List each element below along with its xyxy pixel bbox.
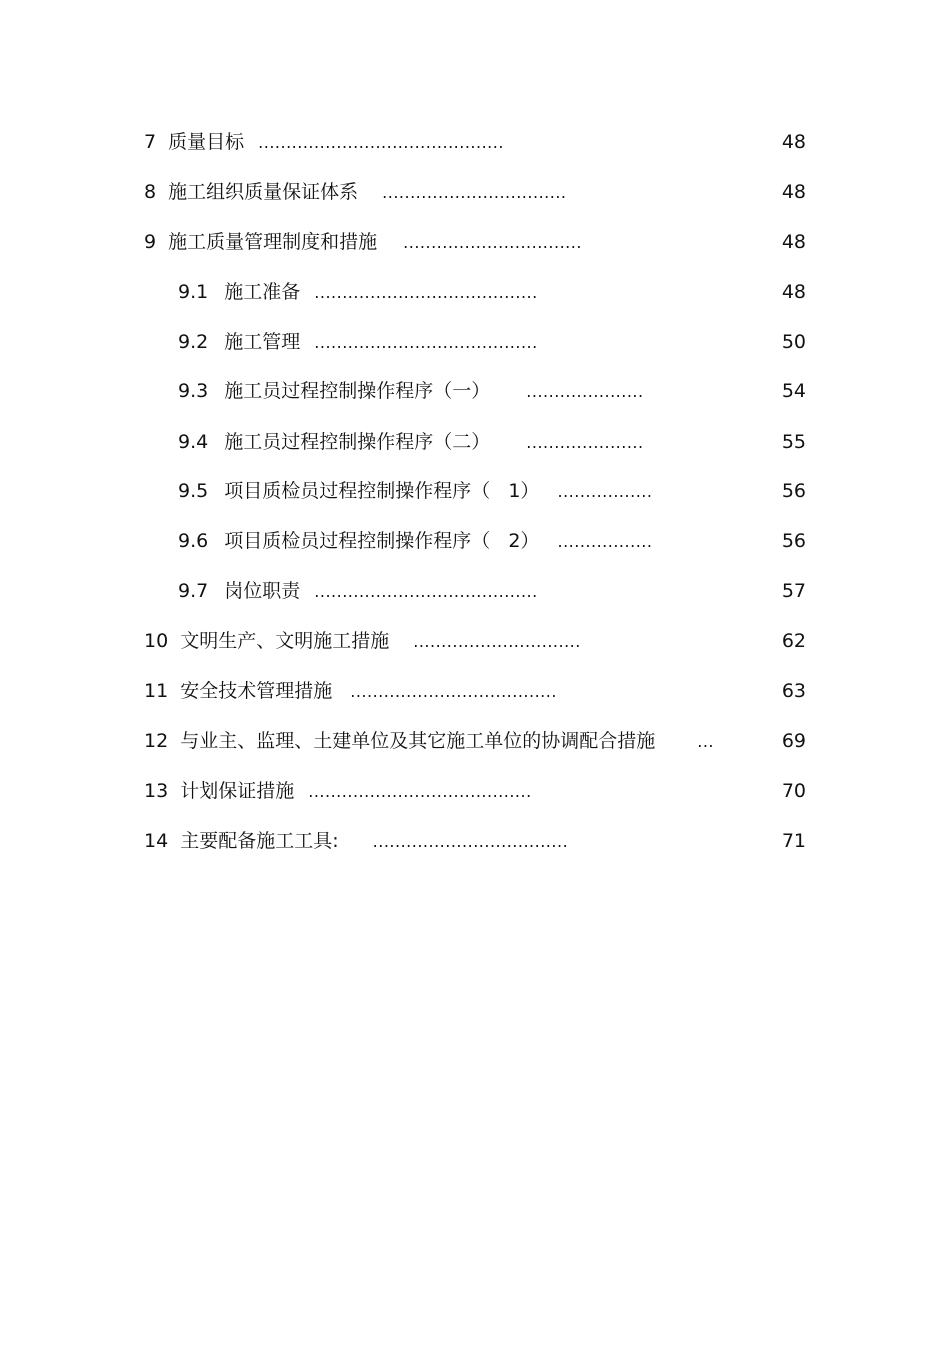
toc-page-number: 56 xyxy=(781,530,806,552)
toc-dot-leader: ................................. xyxy=(382,183,567,202)
toc-page-number: 50 xyxy=(781,331,806,353)
toc-dot-leader: ................................... xyxy=(372,832,569,851)
toc-dot-leader: ..................... xyxy=(526,433,644,452)
toc-entry-number: 9.4 xyxy=(178,431,209,453)
toc-dot-leader: ..................... xyxy=(526,382,644,401)
toc-entry-number: 11 xyxy=(144,680,169,702)
toc-subentry[interactable] xyxy=(178,527,652,555)
toc-dot-leader: .............................. xyxy=(413,632,581,651)
toc-entry-number: 10 xyxy=(144,630,169,652)
toc-entry-number: 8 xyxy=(144,181,157,203)
toc-entry-title: 质量目标 xyxy=(168,131,245,153)
toc-dot-leader: ........................................ xyxy=(308,782,532,801)
toc-entry-title: 项目质检员过程控制操作程序（ 2） xyxy=(224,530,540,552)
toc-dot-leader: ................................ xyxy=(403,233,582,252)
toc-entry-title: 施工准备 xyxy=(224,281,301,303)
toc-dot-leader: ........................................ xyxy=(314,333,538,352)
toc-subentry[interactable] xyxy=(178,328,538,356)
toc-page-number: 62 xyxy=(781,630,806,652)
toc-subentry[interactable] xyxy=(178,577,538,605)
toc-page-number: 71 xyxy=(781,830,806,852)
toc-page-number: 48 xyxy=(781,181,806,203)
toc-dot-leader: ... xyxy=(697,732,715,751)
toc-entry-number: 9.3 xyxy=(178,380,209,402)
toc-entry[interactable] xyxy=(144,627,581,655)
toc-entry-number: 9.1 xyxy=(178,281,209,303)
toc-page-number: 63 xyxy=(781,680,806,702)
toc-entry-title: 施工员过程控制操作程序（二） xyxy=(224,431,491,453)
toc-entry[interactable] xyxy=(144,677,557,705)
toc-entry[interactable] xyxy=(144,777,532,805)
toc-subentry[interactable] xyxy=(178,428,644,456)
toc-subentry[interactable] xyxy=(178,477,652,505)
toc-entry[interactable] xyxy=(144,727,714,755)
toc-entry-number: 13 xyxy=(144,780,169,802)
toc-entry-title: 施工质量管理制度和措施 xyxy=(168,231,378,253)
toc-page-number: 56 xyxy=(781,480,806,502)
toc-entry-number: 12 xyxy=(144,730,169,752)
toc-page-number: 48 xyxy=(781,231,806,253)
toc-entry[interactable] xyxy=(144,228,582,256)
toc-entry-title: 岗位职责 xyxy=(224,580,301,602)
toc-entry-title: 施工组织质量保证体系 xyxy=(168,181,359,203)
toc-page-number: 70 xyxy=(781,780,806,802)
toc-entry[interactable] xyxy=(144,128,504,156)
toc-entry-title: 安全技术管理措施 xyxy=(180,680,333,702)
toc-page-number: 54 xyxy=(781,380,806,402)
toc-page-number: 55 xyxy=(781,431,806,453)
toc-entry[interactable] xyxy=(144,178,567,206)
toc-page-number: 57 xyxy=(781,580,806,602)
toc-page-number: 48 xyxy=(781,131,806,153)
toc-entry-title: 与业主、监理、土建单位及其它施工单位的协调配合措施 xyxy=(180,730,656,752)
toc-entry-number: 9.7 xyxy=(178,580,209,602)
toc-dot-leader: ........................................ xyxy=(314,283,538,302)
toc-page-number: 48 xyxy=(781,281,806,303)
toc-page-number: 69 xyxy=(781,730,806,752)
toc-entry[interactable] xyxy=(144,827,568,855)
toc-entry-number: 9 xyxy=(144,231,157,253)
toc-dot-leader: ............................................ xyxy=(258,133,504,152)
toc-entry-number: 14 xyxy=(144,830,169,852)
toc-subentry[interactable] xyxy=(178,377,644,405)
toc-entry-number: 7 xyxy=(144,131,157,153)
toc-dot-leader: ........................................ xyxy=(314,582,538,601)
toc-entry-number: 9.5 xyxy=(178,480,209,502)
toc-dot-leader: ................. xyxy=(557,532,653,551)
toc-entry-title: 施工员过程控制操作程序（一） xyxy=(224,380,491,402)
toc-entry-title: 计划保证措施 xyxy=(180,780,295,802)
toc-entry-title: 主要配备施工工具: xyxy=(180,830,339,852)
toc-subentry[interactable] xyxy=(178,278,538,306)
toc-entry-title: 文明生产、文明施工措施 xyxy=(180,630,390,652)
toc-entry-number: 9.6 xyxy=(178,530,209,552)
toc-dot-leader: ..................................... xyxy=(350,682,557,701)
toc-dot-leader: ................. xyxy=(557,482,653,501)
toc-entry-title: 施工管理 xyxy=(224,331,301,353)
toc-entry-number: 9.2 xyxy=(178,331,209,353)
toc-entry-title: 项目质检员过程控制操作程序（ 1） xyxy=(224,480,540,502)
